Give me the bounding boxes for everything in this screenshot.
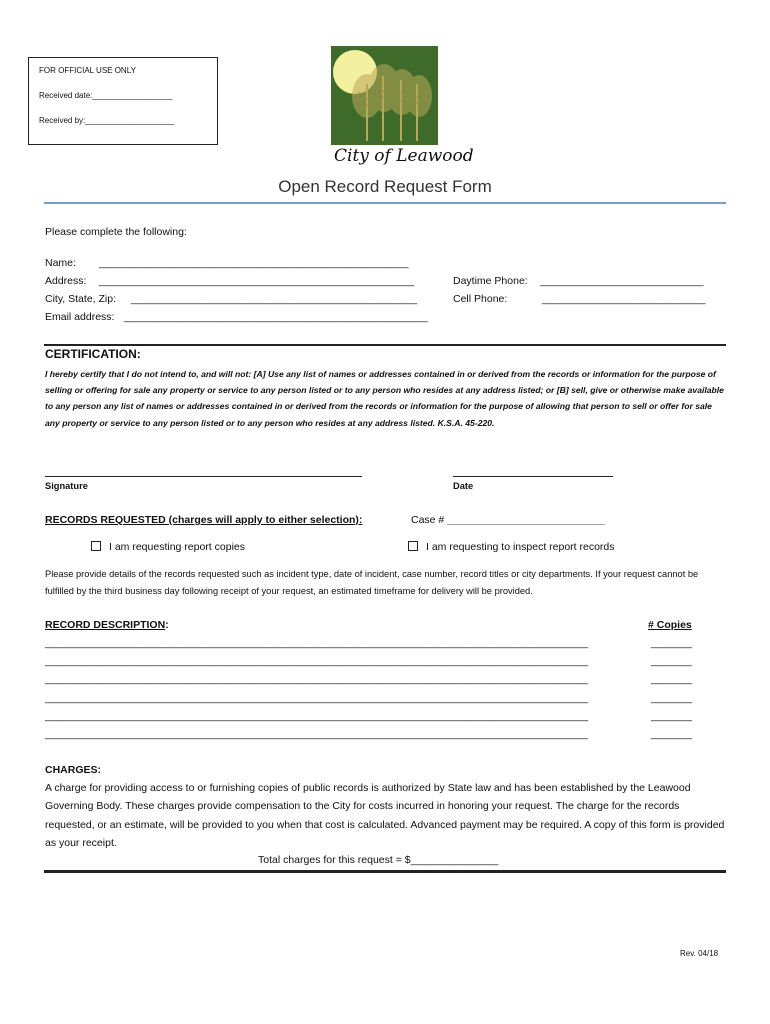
contact-intro: Please complete the following:	[45, 226, 187, 238]
signature-line[interactable]	[45, 476, 362, 477]
records-requested-heading: RECORDS REQUESTED (charges will apply to either selection):	[45, 514, 363, 526]
record-description-line[interactable]: _____________________________________________________________________________________________	[45, 637, 589, 649]
copies-line[interactable]: _______	[651, 709, 692, 722]
record-description-line[interactable]: _____________________________________________________________________________________________	[45, 728, 589, 740]
case-number-label: Case #	[411, 514, 445, 526]
city-state-zip-label: City, State, Zip:	[45, 293, 116, 305]
city-logo	[331, 46, 438, 145]
official-use-heading: FOR OFFICIAL USE ONLY	[39, 66, 136, 75]
date-line[interactable]	[453, 476, 613, 477]
charges-heading: CHARGES:	[45, 764, 102, 776]
city-state-zip-field[interactable]: _________________________________________________	[131, 293, 418, 305]
option-report-copies[interactable]	[91, 541, 245, 553]
revision-label: Rev. 04/18	[680, 949, 719, 958]
certification-divider	[44, 344, 726, 346]
date-label: Date	[453, 481, 474, 491]
report-copies-label: I am requesting report copies	[109, 541, 245, 553]
copies-line[interactable]: _______	[651, 673, 692, 686]
name-label: Name:	[45, 257, 76, 269]
record-description-line[interactable]: _____________________________________________________________________________________________	[45, 673, 589, 686]
copies-line[interactable]: _______	[651, 637, 692, 649]
option-inspect-records[interactable]	[408, 541, 615, 553]
certification-text: I hereby certify that I do not intend to, and will not: [A] Use any list of names or addresses contained in or derived from the records or information for the purpose of selling or offering for sale any property or service to any person listed or to any person who resides at any address listed; or [B] sell, give or otherwise make available to any person any list of names or addresses contained in or derived from the records or information for the purpose of allowing that person to sell or offer for sale any property or service to any person listed or to any person who resides at any address listed. K.S.A. 45-220.	[45, 369, 724, 428]
bottom-divider	[44, 870, 726, 873]
email-field[interactable]: ____________________________________________________	[124, 311, 428, 323]
cell-phone-field[interactable]: ____________________________	[542, 293, 706, 305]
report-copies-checkbox[interactable]	[91, 541, 101, 551]
city-name-script: City of Leawood	[334, 146, 474, 166]
total-charges-field[interactable]: Total charges for this request = $_______________	[258, 854, 499, 866]
received-by-field[interactable]: Received by:____________________	[39, 116, 175, 125]
copies-line[interactable]: _______	[651, 691, 692, 704]
address-field[interactable]: ______________________________________________________	[99, 275, 415, 287]
record-description-line[interactable]: _____________________________________________________________________________________________	[45, 691, 589, 704]
copies-line[interactable]: _______	[651, 655, 692, 668]
charges-text: A charge for providing access to or furnishing copies of public records is authorized by State law and has been established by the Leawood Governing Body. These charges provide compensation to the City for costs incurred in honoring your request. The charge for the records requested, or an estimate, will be provided to you when that cost is calculated. Advanced payment may be required. A copy of this form is provided as your receipt.	[45, 782, 725, 849]
received-date-field[interactable]: Received date:__________________	[39, 91, 173, 100]
cell-phone-label: Cell Phone:	[453, 293, 508, 305]
daytime-phone-label: Daytime Phone:	[453, 275, 528, 287]
copies-line[interactable]: _______	[651, 728, 692, 740]
record-description-line[interactable]: _____________________________________________________________________________________________	[45, 709, 589, 722]
address-label: Address:	[45, 275, 87, 287]
record-description-heading: RECORD DESCRIPTION:	[45, 619, 169, 631]
certification-heading: CERTIFICATION:	[45, 347, 141, 361]
inspect-records-checkbox[interactable]	[408, 541, 418, 551]
copies-heading: # Copies	[648, 619, 692, 631]
title-divider	[44, 202, 726, 204]
daytime-phone-field[interactable]: ____________________________	[540, 275, 704, 287]
page-title: Open Record Request Form	[278, 177, 492, 196]
inspect-records-label: I am requesting to inspect report records	[426, 541, 615, 553]
signature-label: Signature	[45, 481, 88, 491]
official-use-box	[28, 57, 218, 145]
email-label: Email address:	[45, 311, 115, 323]
records-details-text: Please provide details of the records requested such as incident type, date of incident, case number, record titles or city departments. If your request cannot be fulfilled by the third business day following receipt of your request, an estimated timeframe for delivery will be provided.	[45, 569, 699, 596]
case-number-field[interactable]: ___________________________	[447, 514, 605, 526]
name-field[interactable]: _____________________________________________________	[99, 257, 409, 269]
record-description-line[interactable]: _____________________________________________________________________________________________	[45, 655, 589, 668]
